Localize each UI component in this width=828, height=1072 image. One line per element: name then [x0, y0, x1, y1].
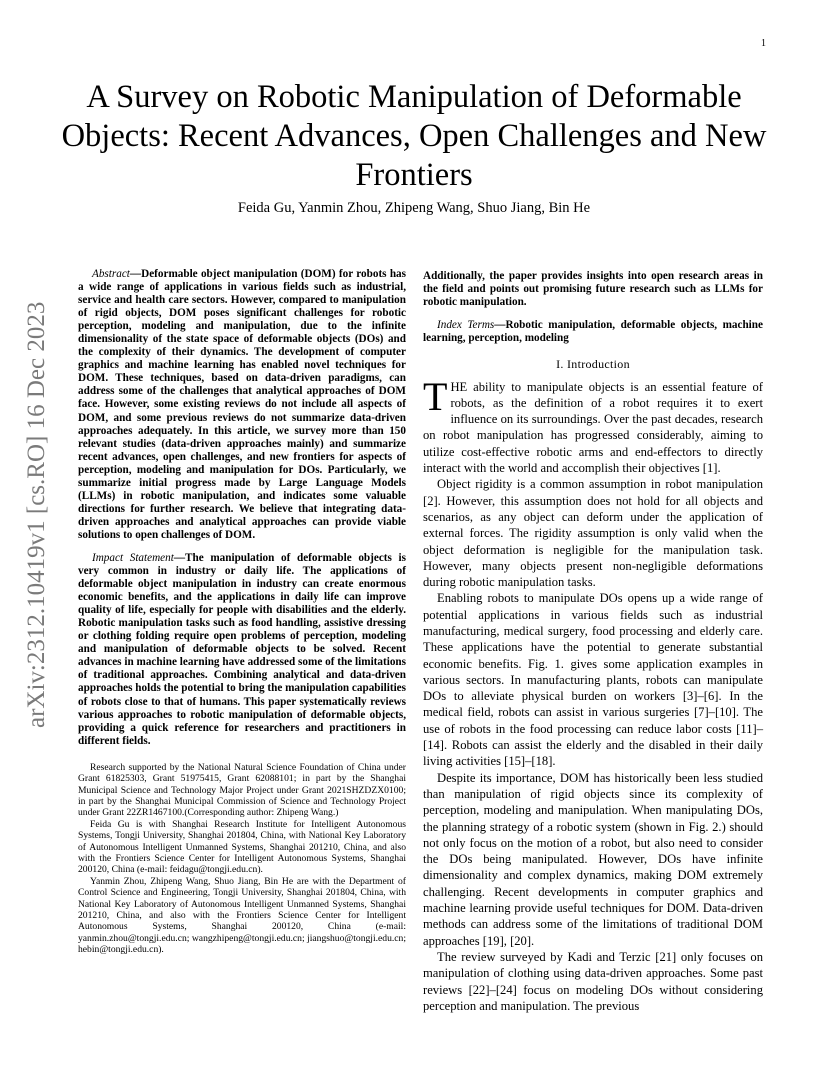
index-terms	[423, 319, 763, 345]
impact-text: —The manipulation of deformable objects is very common in industry or daily life. The applications of deformable object manipulation in industry can create enormous economic benefits, and the applications in daily life can improve quality of life, especially for people with disabilities and the elderly. Robotic manipulation tasks such as food handling, assistive dressing or clothing folding require open problems of perception, modeling and manipulation of deformable objects to be solved. Recent advances in machine learning have addressed some of the limitations of traditional approaches. Combining analytical and data-driven approaches holds the potential to bring the manipulation capabilities of robots close to that of humans. This paper systematically reviews various approaches to robotic manipulation of deformable objects, providing a quick reference for researchers and practitioners in different fields.	[78, 551, 407, 747]
impact-statement	[78, 552, 406, 748]
author-list: Feida Gu, Yanmin Zhou, Zhipeng Wang, Shuo Jiang, Bin He	[237, 200, 591, 216]
footnote-affiliation-2: Yanmin Zhou, Zhipeng Wang, Shuo Jiang, Bin He are with the Department of Control Science and Engineering, Tongji University, Shanghai 201804, China, with National Key Laboratory of Autonomous Intelligent Unmanned Systems, Shanghai 201210, China, and also with the Frontiers Science Center for Intelligent Autonomous Systems, Shanghai 200120, China (e-mail: yanmin.zhou@tongji.edu.cn; wangzhipeng@tongji.edu.cn; jiangshuo@tongji.edu.cn; hebin@tongji.edu.cn).	[78, 875, 406, 956]
arxiv-stamp: arXiv:2312.10419v1 [cs.RO] 16 Dec 2023	[23, 301, 50, 729]
intro-paragraph-3: Enabling robots to manipulate DOs opens up a wide range of potential applications in various fields such as industrial manufacturing, medical surgery, food processing and elderly care. These applications have the potential to generate substantial economic benefits. Fig. 1. gives some application examples in various sectors. In manufacturing plants, robots can manipulate DOs to alleviate physical burden on workers [3]–[6]. In the medical field, robots can assist in various surgeries [7]–[10]. The use of robots in the food processing can reduce labor costs [11]–[14]. Robots can assist the elderly and the disabled in their daily living activities [15]–[18].	[423, 591, 763, 769]
abstract-text: —Deformable object manipulation (DOM) for robots has a wide range of applications in various fields such as industrial, service and health care sectors. However, compared to manipulation of rigid objects, DOM poses significant challenges for robotic perception, modeling and manipulation, due to the infinite dimensionality of the state space of deformable objects (DOs) and the complexity of their dynamics. The development of computer graphics and machine learning has enabled novel techniques for DOM. These techniques, based on data-driven paradigms, can address some of the challenges that analytical approaches of DOM face. However, some existing reviews do not include all aspects of DOM, and some previous reviews do not summarize data-driven approaches adequately. In this article, we survey more than 150 relevant studies (data-driven approaches mainly) and summarize recent advances, open challenges, and new frontiers for aspects of perception, modeling and manipulation for DOs. Particularly, we summarize initial progress made by Large Language Models (LLMs) in robotic manipulation, and indicates some valuable directions for further research. We believe that integrating data-driven approaches and analytical approaches can provide viable solutions to open challenges of DOM.	[78, 268, 406, 541]
page-number: 1	[761, 38, 766, 49]
impact-lead: Impact Statement	[92, 551, 174, 564]
intro-paragraph-4: Despite its importance, DOM has historically been less studied than manipulation of rigid objects since its complexity of perception, modeling and manipulation. When manipulating DOs, the planning strategy of a robotic system (shown in Fig. 2.) should not only focus on the motion of a robot, but also need to consider the DOs being manipulated. However, DOs have infinite dimensionality and complex dynamics, making DOM extremely challenging. Recent developments in computer graphics and machine learning provide useful techniques for DOM. Data-driven methods can address some of the limitations of traditional DOM approaches [19], [20].	[423, 770, 763, 948]
abstract-lead: Abstract	[92, 268, 130, 280]
abstract	[78, 268, 406, 542]
intro-paragraph-1	[423, 373, 763, 477]
footnote-affiliation-1: Feida Gu is with Shanghai Research Institute for Intelligent Autonomous Systems, Tongji University, Shanghai 201804, China, with National Key Laboratory of Autonomous Intelligent Unmanned Systems, Shanghai 201210, China, and also with the Frontiers Science Center for Intelligent Autonomous Systems, Shanghai 200120, China (e-mail: feidagu@tongji.edu.cn).	[78, 818, 406, 876]
drop-cap: T	[423, 373, 448, 419]
footnotes	[78, 762, 406, 956]
footnote-funding: Research supported by the National Natural Science Foundation of China under Grant 61825303, Grant 51975415, Grant 62088101; in part by the Shanghai Municipal Science and Technology Major Project under Grant 2021SHZDZX0100; in part by the Shanghai Municipal Commission of Science and Technology Project under Grant 22ZR1467100.(Corresponding author: Zhipeng Wang.)	[78, 761, 406, 819]
intro-paragraph-1-text: HE ability to manipulate objects is an essential feature of robots, as the definition of a robot requires it to exert influence on its surroundings. Over the past decades, research on robot manipulation has progressed considerably, aiming to utilize cost-effective robotic arms and end-effectors to directly interact with the world and accomplish their objectives [1].	[423, 379, 763, 476]
index-terms-lead: Index Terms	[437, 319, 495, 332]
paper-title: A Survey on Robotic Manipulation of Deformable Objects: Recent Advances, Open Challenges and New Frontiers	[61, 79, 767, 193]
intro-paragraph-5: The review surveyed by Kadi and Terzic [21] only focuses on manipulation of clothing using data-driven approaches. Some past reviews [22]–[24] focus on modeling DOs without considering perception and manipulation. The previous	[423, 949, 763, 1013]
section-heading: I. Introduction	[556, 357, 630, 372]
intro-paragraph-2: Object rigidity is a common assumption in robot manipulation [2]. However, this assumption does not hold for all objects and scenarios, as any object can deform under the application of external forces. The rigidity assumption is only valid when the object deformation is negligible for the manipulation task. However, many objects present non-negligible deformations during robotic manipulation tasks.	[423, 477, 763, 590]
abstract-continued: Additionally, the paper provides insights into open research areas in the field and points out promising future research such as LLMs for robotic manipulation.	[423, 270, 763, 309]
left-column	[78, 268, 406, 956]
index-terms-text: —Robotic manipulation, deformable objects, machine learning, perception, modeling	[423, 319, 763, 345]
right-column	[423, 270, 763, 1014]
